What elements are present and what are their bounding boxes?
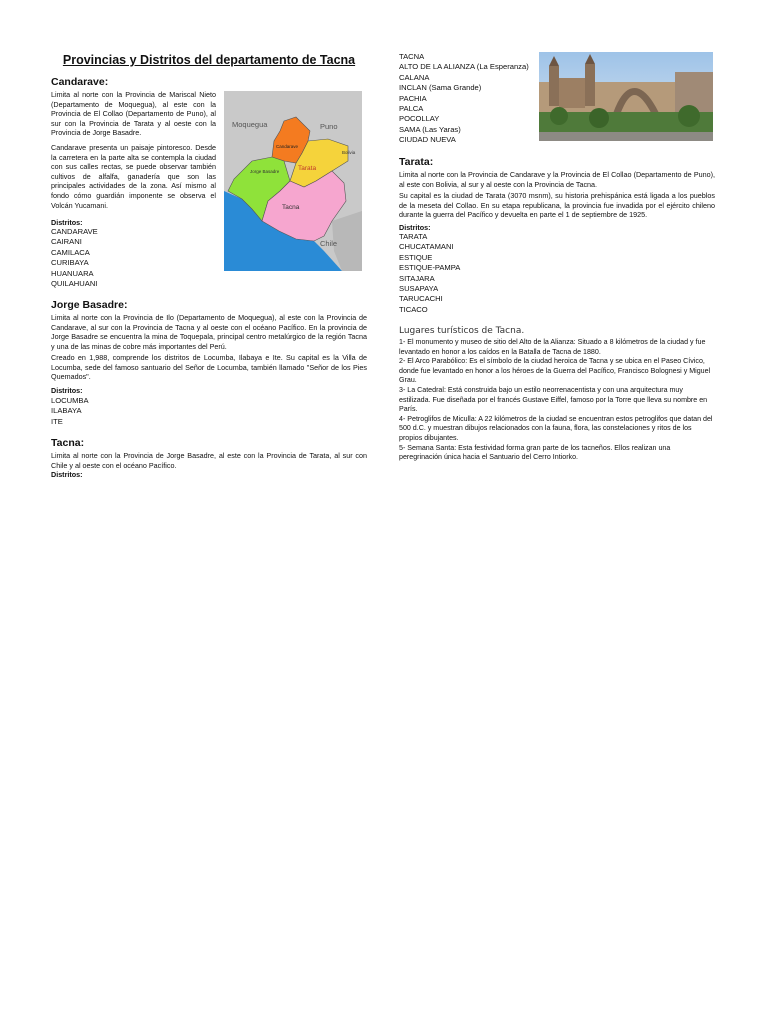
tourist-place-name: 5- Semana Santa: — [399, 443, 457, 452]
tourist-place-description: Esta festividad forma gran parte de los tacneños. Ellos realizan una peregrinación única hacia el Santuario del Cerro Intiorko. — [399, 443, 671, 462]
district-item: INCLAN (Sama Grande) — [399, 83, 482, 93]
photo-tower-left — [549, 66, 559, 106]
tourist-place-description: Es el símbolo de la ciudad heroica de Tacna y se ubica en el Paseo Cívico, donde fue levantado en honor a los héroes de la Guerra del Pacífico, Francisco Bolognesi y Miguel Grau. — [399, 357, 711, 385]
page-title: Provincias y Distritos del departamento de Tacna — [62, 53, 356, 67]
photo-tower-right — [585, 64, 595, 106]
tourist-place-item — [399, 444, 715, 463]
tacna-heading: Tacna: — [51, 437, 85, 449]
district-item: CALANA — [399, 72, 430, 82]
map-label-bolivia: Bolivia — [342, 150, 356, 155]
tourist-place-description: Situado a 8 kilómetros de la ciudad y fue levantado en honor a los caídos en la Batalla de Tacna de 1880. — [399, 338, 706, 356]
district-item: CAIRANI — [51, 237, 82, 247]
lugares-list — [399, 338, 715, 463]
map-svg — [224, 91, 362, 271]
photo-cathedral-body — [559, 78, 585, 108]
tourist-place-name: 3- La Catedral: — [399, 385, 446, 394]
district-item: CHUCATAMANI — [399, 242, 454, 252]
candarave-heading: Candarave: — [51, 76, 109, 88]
map-label-tarata: Tarata — [298, 165, 317, 172]
city-photo-svg — [539, 52, 713, 141]
district-item: QUILAHUANI — [51, 279, 98, 289]
tarata-heading: Tarata: — [399, 156, 434, 168]
tourist-place-item — [399, 415, 715, 444]
tarata-districts-list — [399, 232, 460, 315]
district-item: ILABAYA — [51, 406, 82, 416]
photo-building-right — [675, 72, 713, 112]
tourist-place-name: 2- El Arco Parabólico: — [399, 357, 468, 366]
jorge-basadre-limits-text: Limita al norte con la Provincia de Ilo (Departamento de Moquegua), al este con la Provincia de Candarave, al sur con la Provincia de Tacna y al oeste con el océano Pacífico. En la provincia de Jorge Basadre se encuentra la mina de Toquepala, principal centro metalúrgico de la región Tacna y una de las minas de cobre más importantes del Perú. — [51, 313, 367, 351]
district-item: ALTO DE LA ALIANZA (La Esperanza) — [399, 62, 529, 72]
jorge-basadre-districts-list — [51, 396, 89, 427]
map-label-candarave: Candarave — [276, 144, 299, 149]
district-item: CANDARAVE — [51, 227, 98, 236]
district-item: HUANUARA — [51, 268, 94, 278]
tourist-place-name: 4- Petroglifos de Miculla: — [399, 414, 477, 423]
photo-tree-2 — [589, 108, 609, 128]
tarata-description-text: Su capital es la ciudad de Tarata (3070 msnm), su historia prehispánica está ligada a los pueblos de la meseta del Collao. En su etapa republicana, la provincia fue invadida por el ejército chileno durante la guerra del Pacífico y devuelta en parte el 1 de septiembre de 1925. — [399, 191, 715, 220]
tacna-city-photo — [539, 52, 713, 141]
lugares-heading: Lugares turísticos de Tacna. — [399, 326, 525, 336]
map-label-chile: Chile — [320, 239, 338, 248]
tourist-place-description: A 22 kilómetros de la ciudad se encuentran estos petroglifos que datan del 500 d.C. y muestran dibujos relacionados con la fauna, flora, las constelaciones y ritos de los propios dibujantes. — [399, 414, 713, 442]
district-item: PALCA — [399, 104, 424, 114]
tacna-provinces-map — [224, 91, 362, 271]
photo-tree-1 — [550, 107, 568, 125]
tourist-place-name: 1- El monumento y museo de sitio del Alto de la Alianza: — [399, 338, 576, 346]
district-item: CIUDAD NUEVA — [399, 135, 456, 145]
candarave-districts-label: Distritos: — [51, 218, 83, 227]
district-item: ESTIQUE — [399, 252, 433, 262]
photo-street — [539, 132, 713, 141]
photo-tree-3 — [678, 105, 700, 127]
district-item: ESTIQUE-PAMPA — [399, 263, 461, 273]
map-label-tacna: Tacna — [282, 204, 300, 211]
district-item: TARATA — [399, 232, 428, 241]
jorge-basadre-districts-label: Distritos: — [51, 386, 83, 395]
map-label-puno: Puno — [320, 122, 338, 131]
tourist-place-item — [399, 386, 715, 415]
map-label-moquegua: Moquegua — [232, 120, 268, 129]
district-item: SITAJARA — [399, 273, 435, 283]
candarave-limits-text: Limita al norte con la Provincia de Mariscal Nieto (Departamento de Moquegua), al este con la Provincia de El Collao (Departamento de Puno), al sur con la Provincia de Tarata y al oeste con la Provincia de Jorge Basadre. — [51, 90, 216, 138]
tarata-limits-text: Limita al norte con la Provincia de Candarave y la Provincia de El Collao (Departamento de Puno), al este con Bolivia, al sur y al oeste con la Provincia de Tacna. — [399, 170, 715, 189]
district-item: ITE — [51, 416, 63, 426]
district-item: CAMILACA — [51, 247, 90, 257]
district-item: TACNA — [399, 52, 425, 61]
district-item: TARUCACHI — [399, 294, 443, 304]
jorge-basadre-description-text: Creado en 1,988, comprende los distritos de Locumba, Ilabaya e Ite. Su capital es la Villa de Locumba, sede del famoso santuario del Señor de Locumba, también llamado "Señor de los Pies Quemados". — [51, 353, 367, 382]
tourist-place-item — [399, 338, 715, 357]
tacna-districts-label: Distritos: — [51, 470, 83, 479]
tarata-districts-label: Distritos: — [399, 223, 431, 232]
district-item: SAMA (Las Yaras) — [399, 124, 461, 134]
district-item: LOCUMBA — [51, 396, 89, 405]
candarave-description-text: Candarave presenta un paisaje pintoresco. Desde la carretera en la parte alta se contempla la ciudad con sus calles rectas, se puede observar también cultivos de alfalfa, ganadería que son las principales actividades de la zona. Así mismo al fondo cómo guardián imponente se observa el Volcán Yucamani. — [51, 143, 216, 210]
tourist-place-description: Está construida bajo un estilo neorrenacentista y con una arquitectura muy estilizada. Fue diseñada por el francés Gustave Eiffel, famoso por la Torre que lleva su nombre en París. — [399, 385, 708, 414]
jorge-basadre-heading: Jorge Basadre: — [51, 299, 128, 311]
district-item: POCOLLAY — [399, 114, 440, 124]
tourist-place-item — [399, 357, 715, 386]
candarave-districts-list — [51, 227, 98, 289]
district-item: PACHIA — [399, 93, 427, 103]
district-item: TICACO — [399, 304, 428, 314]
tacna-districts-list — [399, 52, 529, 146]
district-item: SUSAPAYA — [399, 284, 439, 294]
map-label-jorge-basadre: Jorge Basadre — [250, 169, 280, 174]
tacna-limits-text: Limita al norte con la Provincia de Jorge Basadre, al este con la Provincia de Tarata, al sur con Chile y al oeste con el océano Pacífico. — [51, 451, 367, 470]
district-item: CURIBAYA — [51, 258, 89, 268]
